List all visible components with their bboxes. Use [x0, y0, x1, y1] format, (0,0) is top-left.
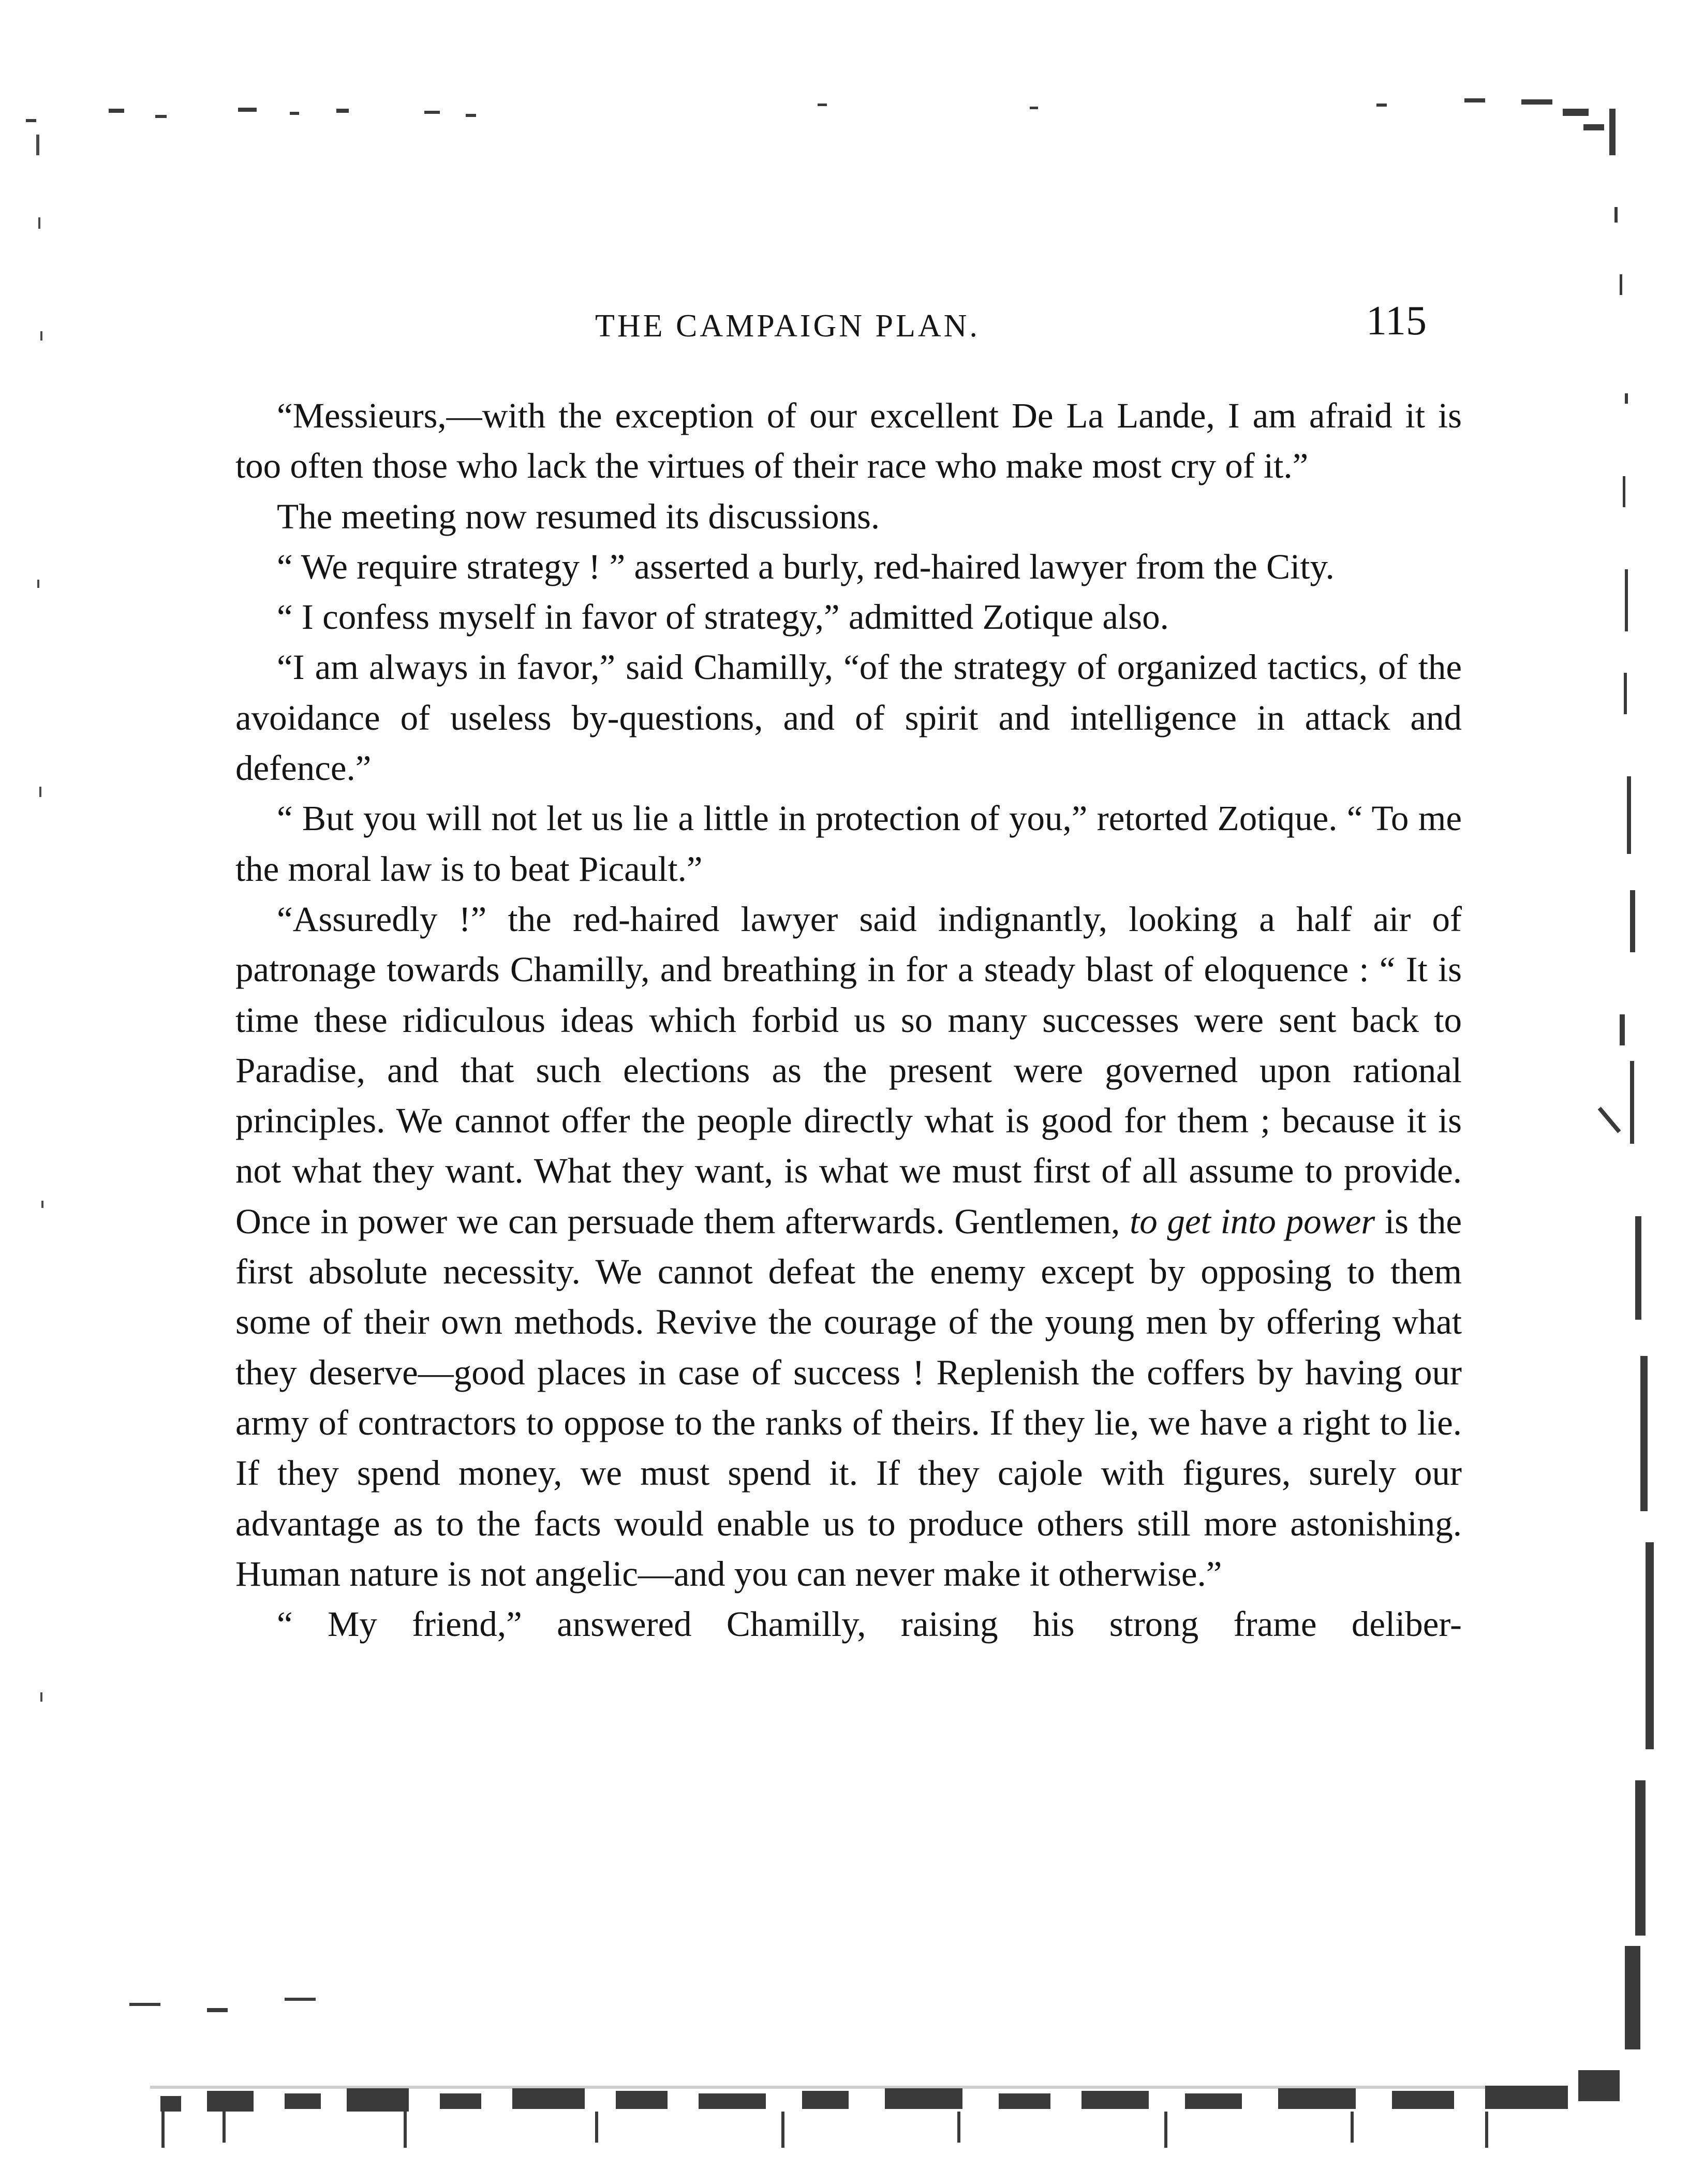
body-text — [235, 391, 1462, 1649]
paragraph-7-emphasis: to get into power — [1130, 1201, 1375, 1241]
paragraph-7-part-1: “Assuredly !” the red-haired lawyer said indignantly, looking a half air of patronage towards Chamilly, and breathing in for a steady blast of eloquence : “ It is time these ridiculous ideas which forbid us so many successes were sent back to Paradise, and that such elections as the present were governed upon rational principles. We cannot offer the people directly what is good for them ; because it is not what they want. What they want, is what we must first of all assume to provide. Once in power we can persuade them afterwards. Gentlemen, — [235, 899, 1462, 1241]
paragraph-1: “Messieurs,—with the exception of our excellent De La Lande, I am afraid it is too often those who lack the virtues of their race who make most cry of it.” — [235, 396, 1462, 486]
paragraph-3: “ We require strategy ! ” asserted a burly, red-haired lawyer from the City. — [277, 547, 1335, 586]
paragraph-8: “ My friend,” answered Chamilly, raising his strong frame deliber- — [277, 1604, 1462, 1644]
scan-edge-top — [21, 88, 1651, 155]
scan-edge-left — [31, 114, 62, 1873]
paragraph-6: “ But you will not let us lie a little in protection of you,” retorted Zotique. “ To me the moral law is to beat Picault.” — [235, 799, 1462, 889]
paragraph-5: “I am always in favor,” said Chamilly, “of the strategy of organized tactics, of the avoidance of useless by-questions, and of spirit and intelligence in attack and defence.” — [235, 647, 1462, 788]
paragraph-7-part-2: is the first absolute necessity. We cannot defeat the enemy except by opposing to them some of their own methods. Revive the courage of the young men by offering what they deserve—good places in case of success ! Replenish the coffers by having our army of contractors to oppose to the ranks of theirs. If they lie, we have a right to lie. If they spend money, we must spend it. If they cajole with figures, surely our advantage as to the facts would enable us to produce others still more astonishing. Human nature is not angelic—and you can never make it otherwise.” — [235, 1201, 1462, 1593]
paragraph-7 — [235, 894, 1462, 1599]
scan-edge-right — [1573, 104, 1677, 2096]
paragraph-2: The meeting now resumed its discussions. — [277, 496, 880, 536]
scan-edge-bottom — [129, 1967, 1656, 2184]
page-number: 115 — [1366, 298, 1427, 344]
running-title: THE CAMPAIGN PLAN. — [595, 308, 980, 344]
paragraph-4: “ I confess myself in favor of strategy,” admitted Zotique also. — [277, 597, 1169, 637]
